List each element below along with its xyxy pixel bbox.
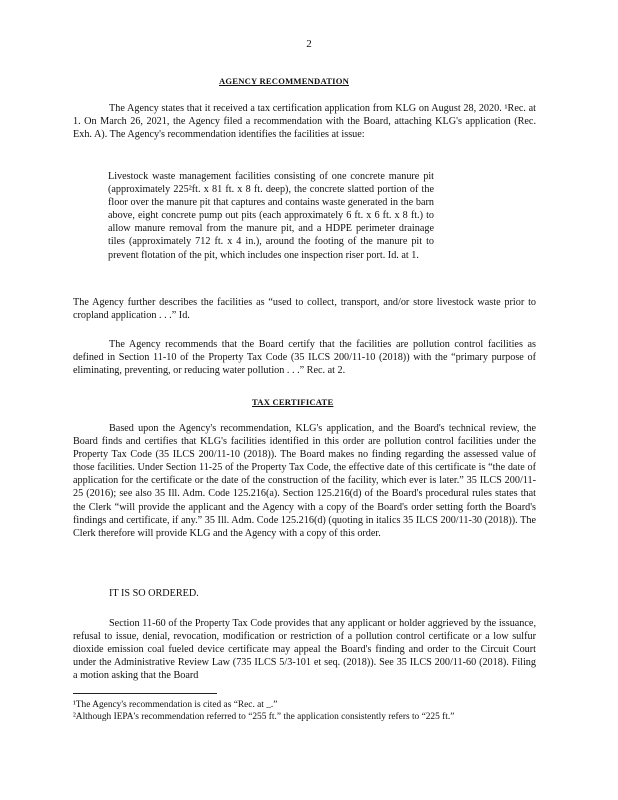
footnote-2: ²Although IEPA's recommendation referred to “255 ft.” the application consistently refers to “225 ft.”: [73, 712, 455, 722]
agency-recommendation-heading: AGENCY RECOMMENDATION: [219, 76, 350, 86]
footnote-1: ¹The Agency's recommendation is cited as “Rec. at _.”: [73, 700, 278, 710]
tax-certificate-paragraph: Based upon the Agency's recommendation, KLG's application, and the Board's technical review, the Board finds and certifies that KLG's facilities identified in this order are pollution control facilities under the Property Tax Code (35 ILCS 200/11-10 (2018)). The Board makes no finding regarding the assessed value of those facilities. Under Section 11-25 of the Property Tax Code, the effective date of this certificate is “the date of application for the certificate or the date of the construction of the facility, which ever is later.” 35 ILCS 200/11-25 (2016); see also 35 Ill. Adm. Code 125.216(a). Section 125.216(d) of the Board's procedural rules states that the Clerk “will provide the applicant and the Agency with a copy of the Board's order setting forth the Board's findings and certificate, if any.” 35 Ill. Adm. Code 125.216(d) (quoting in italics 35 ILCS 200/11-30 (2018)). The Clerk therefore will provide KLG and the Agency with a copy of this order.: [73, 423, 536, 539]
page-number: 2: [306, 38, 312, 50]
agency-paragraph-3: The Agency recommends that the Board certify that the facilities are pollution control facilities as defined in Section 11-10 of the Property Tax Code (35 ILCS 200/11-10 (2018)) with the “primary purpose of eliminating, preventing, or reducing water pollution . . .” Rec. at 2.: [73, 339, 536, 377]
ordered-line: IT IS SO ORDERED.: [109, 588, 199, 599]
agency-paragraph-1: The Agency states that it received a tax certification application from KLG on August 28, 2020. ¹Rec. at 1. On March 26, 2021, the Agency filed a recommendation with the Board, attaching KLG's application (Rec. Exh. A). The Agency's recommendation identifies the facilities at issue:: [73, 103, 536, 141]
appeal-paragraph: Section 11-60 of the Property Tax Code provides that any applicant or holder aggrieved by the issuance, refusal to issue, denial, revocation, modification or restriction of a pollution control certificate or a low sulfur dioxide emission coal fueled device certificate may appeal the Board's finding and order to the Circuit Court under the Administrative Review Law (735 ILCS 5/3-101 et seq. (2018)). See 35 ILCS 200/11-60 (2018). Filing a motion asking that the Board: [73, 618, 536, 682]
facilities-block-quote: Livestock waste management facilities consisting of one concrete manure pit (approximately 225²ft. x 81 ft. x 8 ft. deep), the concrete slatted portion of the floor over the manure pit that captures and contains waste generated in the barn above, eight concrete pump out pits (each approximately 6 ft. x 6 ft. x 8 ft.) to allow manure removal from the manure pit, and a HDPE perimeter drainage tiles (approximately 712 ft. x 4 in.), around the footing of the manure pit to prevent flotation of the pit, which includes one inspection riser port. Id. at 1.: [108, 171, 434, 261]
agency-paragraph-2: The Agency further describes the facilities as “used to collect, transport, and/or store livestock waste prior to cropland application . . .” Id.: [73, 297, 536, 322]
footnotes: [73, 699, 533, 723]
footnote-rule: [73, 693, 217, 694]
tax-certificate-heading: TAX CERTIFICATE: [252, 397, 334, 407]
